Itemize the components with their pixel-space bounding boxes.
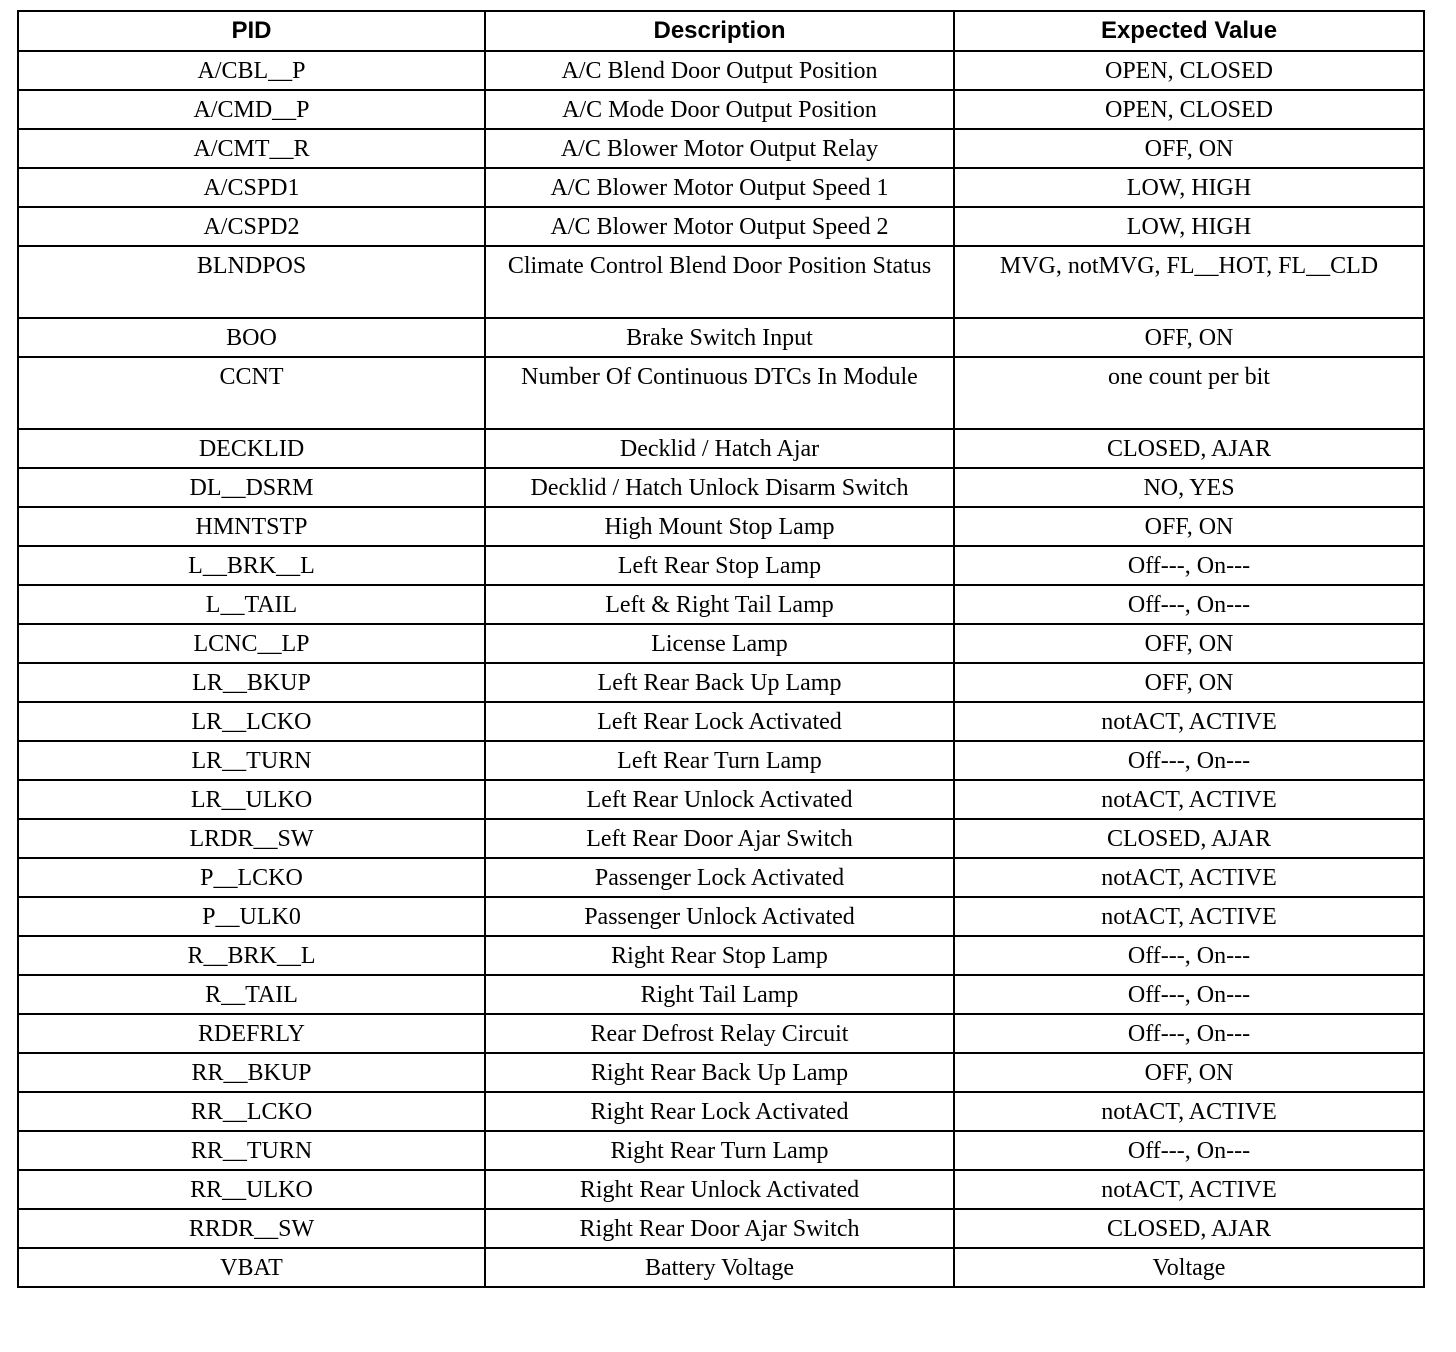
description-cell: A/C Blower Motor Output Speed 1 [485, 168, 954, 207]
table-row [18, 429, 1424, 468]
pid-cell: RR__TURN [18, 1131, 485, 1170]
expected-value-cell: one count per bit [954, 357, 1424, 429]
table-row [18, 936, 1424, 975]
table-row [18, 702, 1424, 741]
description-cell: A/C Mode Door Output Position [485, 90, 954, 129]
table-row [18, 624, 1424, 663]
expected-value-cell: notACT, ACTIVE [954, 897, 1424, 936]
expected-value-cell: CLOSED, AJAR [954, 1209, 1424, 1248]
description-cell: Right Rear Back Up Lamp [485, 1053, 954, 1092]
description-cell: Brake Switch Input [485, 318, 954, 357]
description-cell: Battery Voltage [485, 1248, 954, 1287]
expected-value-cell: Off---, On--- [954, 975, 1424, 1014]
pid-cell: L__BRK__L [18, 546, 485, 585]
table-row [18, 897, 1424, 936]
description-cell: Rear Defrost Relay Circuit [485, 1014, 954, 1053]
header-pid: PID [18, 11, 485, 51]
table-row [18, 975, 1424, 1014]
expected-value-cell: OPEN, CLOSED [954, 90, 1424, 129]
description-cell: Left Rear Lock Activated [485, 702, 954, 741]
table-header [18, 11, 1424, 51]
pid-cell: RR__LCKO [18, 1092, 485, 1131]
table-row [18, 507, 1424, 546]
pid-cell: BLNDPOS [18, 246, 485, 318]
expected-value-cell: MVG, notMVG, FL__HOT, FL__CLD [954, 246, 1424, 318]
table-row [18, 585, 1424, 624]
description-cell: Right Rear Turn Lamp [485, 1131, 954, 1170]
expected-value-cell: OFF, ON [954, 1053, 1424, 1092]
pid-cell: LRDR__SW [18, 819, 485, 858]
table-row [18, 819, 1424, 858]
header-description: Description [485, 11, 954, 51]
table-row [18, 741, 1424, 780]
expected-value-cell: OFF, ON [954, 663, 1424, 702]
expected-value-cell: notACT, ACTIVE [954, 1170, 1424, 1209]
description-cell: Decklid / Hatch Ajar [485, 429, 954, 468]
description-cell: A/C Blower Motor Output Speed 2 [485, 207, 954, 246]
pid-cell: A/CMT__R [18, 129, 485, 168]
pid-cell: LR__TURN [18, 741, 485, 780]
expected-value-cell: OFF, ON [954, 318, 1424, 357]
table-row [18, 168, 1424, 207]
description-cell: A/C Blend Door Output Position [485, 51, 954, 90]
expected-value-cell: Off---, On--- [954, 1014, 1424, 1053]
table-row [18, 1170, 1424, 1209]
pid-cell: LR__LCKO [18, 702, 485, 741]
description-cell: Passenger Lock Activated [485, 858, 954, 897]
expected-value-cell: notACT, ACTIVE [954, 780, 1424, 819]
pid-cell: RR__ULKO [18, 1170, 485, 1209]
table-row [18, 207, 1424, 246]
pid-cell: LR__BKUP [18, 663, 485, 702]
pid-cell: A/CSPD2 [18, 207, 485, 246]
description-cell: Left Rear Door Ajar Switch [485, 819, 954, 858]
pid-cell: DL__DSRM [18, 468, 485, 507]
pid-cell: LR__ULKO [18, 780, 485, 819]
description-cell: Passenger Unlock Activated [485, 897, 954, 936]
pid-cell: RRDR__SW [18, 1209, 485, 1248]
table-row [18, 663, 1424, 702]
table-row [18, 1053, 1424, 1092]
pid-cell: A/CMD__P [18, 90, 485, 129]
pid-cell: RR__BKUP [18, 1053, 485, 1092]
pid-cell: P__ULK0 [18, 897, 485, 936]
pid-cell: BOO [18, 318, 485, 357]
description-cell: Left Rear Unlock Activated [485, 780, 954, 819]
header-expected-value: Expected Value [954, 11, 1424, 51]
expected-value-cell: Off---, On--- [954, 936, 1424, 975]
table-row [18, 1131, 1424, 1170]
description-cell: Number Of Continuous DTCs In Module [485, 357, 954, 429]
table-row [18, 51, 1424, 90]
expected-value-cell: Off---, On--- [954, 741, 1424, 780]
description-cell: Right Rear Lock Activated [485, 1092, 954, 1131]
description-cell: Left Rear Stop Lamp [485, 546, 954, 585]
table-row [18, 318, 1424, 357]
table-row [18, 1209, 1424, 1248]
pid-cell: A/CSPD1 [18, 168, 485, 207]
table-row [18, 546, 1424, 585]
description-cell: Left Rear Turn Lamp [485, 741, 954, 780]
table-row [18, 246, 1424, 318]
expected-value-cell: notACT, ACTIVE [954, 1092, 1424, 1131]
table-row [18, 357, 1424, 429]
expected-value-cell: Off---, On--- [954, 1131, 1424, 1170]
expected-value-cell: OFF, ON [954, 624, 1424, 663]
expected-value-cell: LOW, HIGH [954, 207, 1424, 246]
header-row [18, 11, 1424, 51]
expected-value-cell: notACT, ACTIVE [954, 702, 1424, 741]
description-cell: Right Rear Stop Lamp [485, 936, 954, 975]
table-row [18, 780, 1424, 819]
table-row [18, 858, 1424, 897]
expected-value-cell: OPEN, CLOSED [954, 51, 1424, 90]
description-cell: Right Rear Door Ajar Switch [485, 1209, 954, 1248]
pid-cell: VBAT [18, 1248, 485, 1287]
pid-cell: RDEFRLY [18, 1014, 485, 1053]
pid-cell: CCNT [18, 357, 485, 429]
pid-cell: A/CBL__P [18, 51, 485, 90]
description-cell: High Mount Stop Lamp [485, 507, 954, 546]
description-cell: Climate Control Blend Door Position Status [485, 246, 954, 318]
table-row [18, 468, 1424, 507]
description-cell: Left Rear Back Up Lamp [485, 663, 954, 702]
expected-value-cell: Off---, On--- [954, 585, 1424, 624]
pid-cell: R__TAIL [18, 975, 485, 1014]
description-cell: Right Rear Unlock Activated [485, 1170, 954, 1209]
expected-value-cell: CLOSED, AJAR [954, 429, 1424, 468]
table-row [18, 1248, 1424, 1287]
pid-cell: HMNTSTP [18, 507, 485, 546]
expected-value-cell: LOW, HIGH [954, 168, 1424, 207]
expected-value-cell: NO, YES [954, 468, 1424, 507]
description-cell: Decklid / Hatch Unlock Disarm Switch [485, 468, 954, 507]
description-cell: Right Tail Lamp [485, 975, 954, 1014]
expected-value-cell: Off---, On--- [954, 546, 1424, 585]
pid-cell: P__LCKO [18, 858, 485, 897]
pid-cell: DECKLID [18, 429, 485, 468]
pid-table [17, 10, 1425, 1288]
table-row [18, 90, 1424, 129]
table-body [18, 51, 1424, 1287]
expected-value-cell: CLOSED, AJAR [954, 819, 1424, 858]
table-row [18, 129, 1424, 168]
description-cell: License Lamp [485, 624, 954, 663]
expected-value-cell: OFF, ON [954, 507, 1424, 546]
table-row [18, 1092, 1424, 1131]
table-row [18, 1014, 1424, 1053]
pid-cell: R__BRK__L [18, 936, 485, 975]
expected-value-cell: notACT, ACTIVE [954, 858, 1424, 897]
description-cell: Left & Right Tail Lamp [485, 585, 954, 624]
pid-cell: LCNC__LP [18, 624, 485, 663]
description-cell: A/C Blower Motor Output Relay [485, 129, 954, 168]
pid-cell: L__TAIL [18, 585, 485, 624]
expected-value-cell: OFF, ON [954, 129, 1424, 168]
expected-value-cell: Voltage [954, 1248, 1424, 1287]
